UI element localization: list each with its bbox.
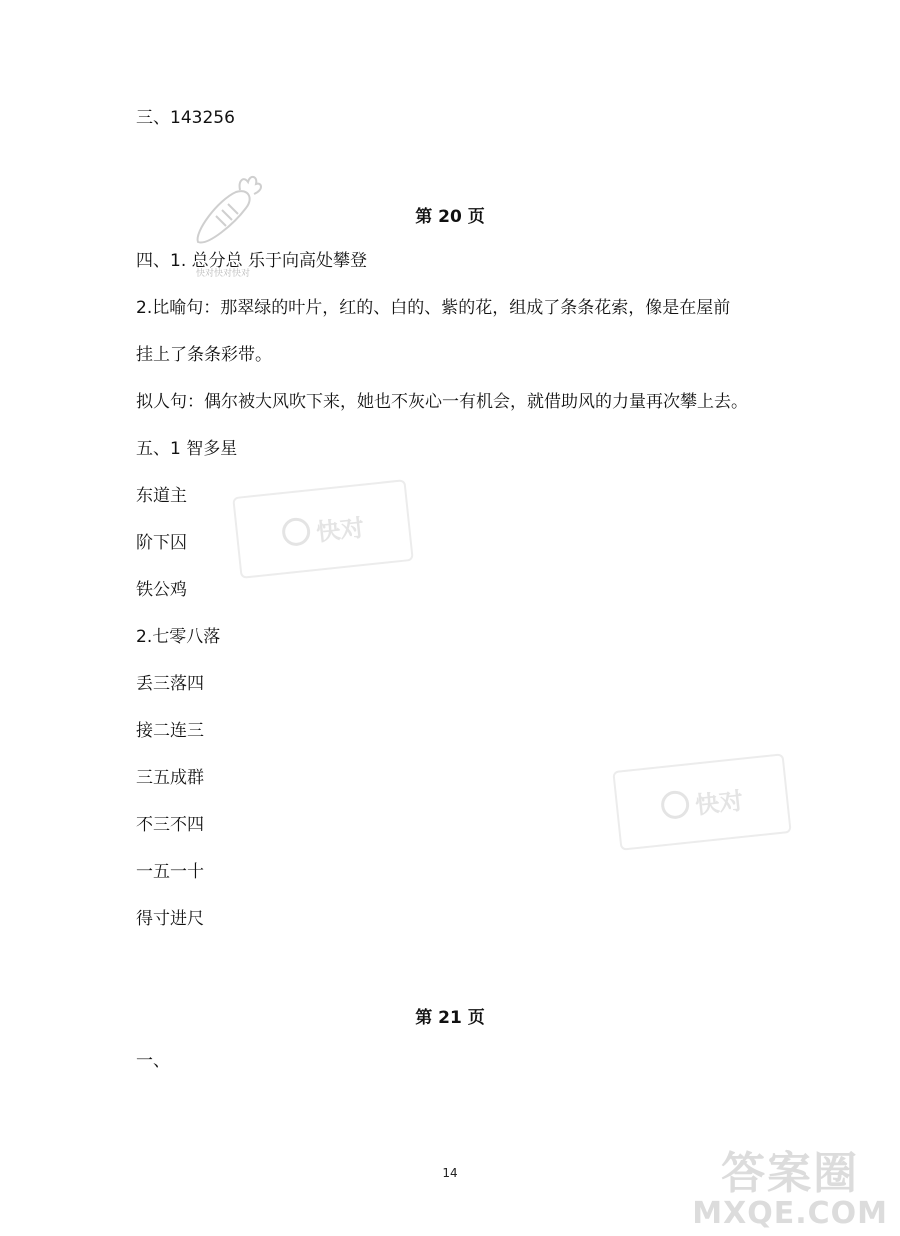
check-circle-icon <box>660 789 691 820</box>
page-20-heading: 第 20 页 <box>415 207 485 227</box>
idiom-b2: 接二连三 <box>136 721 204 741</box>
watermark-text: 快对 <box>314 513 366 547</box>
idiom-b3: 三五成群 <box>136 768 204 788</box>
kuaidui-watermark <box>232 479 414 579</box>
idiom-b5: 一五一十 <box>136 862 204 882</box>
corner-logo-top: 答案圈 <box>721 1148 860 1199</box>
idiom-a1: 东道主 <box>136 486 187 506</box>
personification-line: 拟人句：偶尔被大风吹下来，她也不灰心一有机会，就借助风的力量再次攀上去。 <box>136 392 748 412</box>
idiom-b4: 不三不四 <box>136 815 204 835</box>
idiom-b1: 丢三落四 <box>136 674 204 694</box>
idiom-a2: 阶下囚 <box>136 533 187 553</box>
answer-section-3: 三、143256 <box>136 108 235 128</box>
idiom-b6: 得寸进尺 <box>136 909 204 929</box>
answer-section-4: 四、1. 总分总 乐于向高处攀登 <box>136 251 368 271</box>
small-watermark: 快对快对快对 <box>196 269 251 279</box>
corner-logo-watermark <box>692 1150 888 1230</box>
simile-line-2: 挂上了条条彩带。 <box>136 345 272 365</box>
idiom-a3: 铁公鸡 <box>136 580 187 600</box>
kuaidui-watermark <box>612 753 791 851</box>
answer-section-1: 一、 <box>136 1051 170 1071</box>
corner-logo-bottom: MXQE.COM <box>692 1196 888 1231</box>
idiom-b0: 2.七零八落 <box>136 627 221 647</box>
answer-section-5: 五、1 智多星 <box>136 439 238 459</box>
page-number: 14 <box>442 1166 458 1180</box>
simile-line-1: 2.比喻句：那翠绿的叶片，红的、白的、紫的花，组成了条条花索，像是在屋前 <box>136 298 731 318</box>
watermark-text: 快对 <box>693 786 745 820</box>
check-circle-icon <box>281 516 312 547</box>
page-21-heading: 第 21 页 <box>415 1008 485 1028</box>
